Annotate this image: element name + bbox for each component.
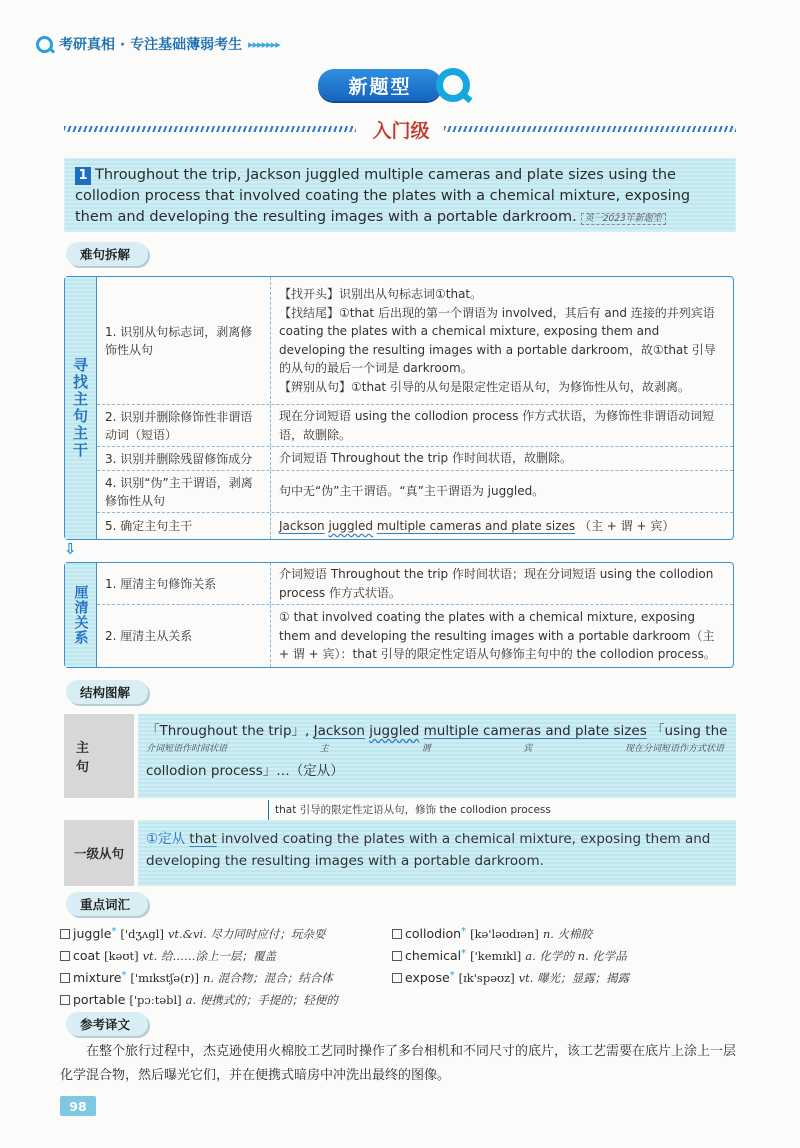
main-subject: Jackson	[313, 723, 365, 739]
adverbial-bracket: 「Throughout the trip」	[146, 723, 306, 739]
step-label: 2. 识别并删除修饰性非谓语动词（短语）	[97, 405, 271, 446]
main-verb: juggled	[369, 723, 420, 739]
step-content	[271, 513, 733, 539]
section-tag-translation: 参考译文	[66, 1012, 148, 1036]
participle-start: 「using the	[651, 723, 728, 739]
content-line: ① that involved coating the plates with a chemical mixture, exposing them and developing the resulting images with a portable darkroom（主 + 谓 + 宾）：that 引导的限定性定语从句修饰主句中的 the collodion process。	[279, 610, 716, 662]
step-content	[271, 447, 733, 470]
clause-link-note: that 引导的限定性定语从句，修饰 the collodion process	[268, 800, 551, 820]
vocab-item	[392, 944, 629, 966]
content-line: 【找开头】识别出从句标志词①that。	[279, 287, 483, 301]
vocab-def: n. 火棉胶	[542, 927, 593, 941]
step-label: 5. 确定主句主干	[97, 513, 271, 539]
vocab-word: juggle	[73, 926, 112, 941]
vocab-def: n. 混合物；混合；结合体	[203, 971, 333, 985]
vocab-ipa: ['dʒʌgl]	[120, 927, 164, 941]
vocab-ipa: ['mɪkstʃə(r)]	[130, 971, 200, 985]
vocab-list-left	[60, 922, 338, 1010]
content-line: 【找结尾】①that 后出现的第一个谓语为 involved，其后有 and 连接的并列宾语 coating the plates with a chemical mixture, exposing them and developing the resulting images with a portable darkroom，故①that 引导的从句的最后一个词是 darkroom。	[279, 305, 716, 375]
vocab-ipa: [ɪk'spəʊz]	[458, 971, 515, 985]
section-tag-structure: 结构图解	[66, 680, 148, 704]
sentence-number: 1	[75, 167, 91, 185]
table-row	[97, 277, 733, 405]
checkbox-icon	[60, 995, 70, 1005]
vocab-word: expose	[405, 970, 450, 985]
vocab-item	[60, 922, 338, 944]
arrow-down-icon: ⇩	[64, 540, 77, 558]
main-clause-line: 「Throughout the trip」, Jackson juggled multiple cameras and plate sizes 「using the	[146, 723, 728, 739]
star-icon: *	[111, 926, 117, 937]
level-heading	[64, 116, 736, 144]
table-row	[97, 563, 733, 605]
content-line: 现在分词短语 using the collodion process 作方式状语，为修饰性非谓语动词短语，故删除。	[279, 409, 715, 442]
section-tag-vocab: 重点词汇	[66, 892, 148, 916]
step-label: 2. 厘清主从关系	[97, 605, 271, 667]
annotation-subject: 主	[319, 744, 329, 754]
magnifier-icon	[436, 68, 470, 102]
verb-text: juggled	[328, 518, 373, 533]
vocab-def: vt. 曝光；显露；揭露	[518, 971, 630, 985]
brand-header	[36, 34, 280, 54]
find-main-side-label: 寻找主句主干	[65, 277, 97, 539]
annotation-participle: 现在分词短语作方式状语	[624, 744, 724, 754]
content-line: 句中无“伪”主干谓语。“真”主干谓语为 juggled。	[279, 484, 545, 499]
sort-relation-table	[64, 562, 734, 668]
hatch-divider-right	[444, 126, 736, 132]
step-content	[271, 563, 733, 604]
section-tag-analysis: 难句拆解	[66, 242, 148, 266]
vocab-item	[60, 966, 338, 988]
subject-text: Jackson	[279, 518, 325, 533]
star-icon: *	[461, 926, 467, 937]
annotation-verb: 谓	[421, 744, 431, 754]
vocab-def: vt. 给……涂上一层；覆盖	[142, 949, 276, 963]
vocab-def: a. 化学的 n. 化学品	[525, 949, 627, 963]
vocab-list-right	[392, 922, 629, 988]
vocab-word: portable	[73, 992, 126, 1007]
star-icon: *	[461, 948, 467, 959]
vocab-def: a. 便携式的；手提的；轻便的	[185, 993, 338, 1007]
table-row	[97, 605, 733, 667]
vocab-ipa: ['kemɪkl]	[470, 949, 522, 963]
table-row	[97, 513, 733, 539]
vocab-item	[60, 988, 338, 1010]
step-content	[271, 405, 733, 446]
pattern-note: （主 + 谓 + 宾）	[578, 518, 675, 533]
annotation-line	[146, 742, 728, 756]
step-label: 3. 识别并删除残留修饰成分	[97, 447, 271, 470]
structure-sub-clause	[64, 820, 736, 886]
step-content	[271, 471, 733, 512]
vocab-word: chemical	[405, 948, 462, 963]
step-content	[271, 605, 733, 667]
checkbox-icon	[392, 951, 402, 961]
main-clause-result	[279, 517, 725, 536]
checkbox-icon	[392, 929, 402, 939]
content-line: 介词短语 Throughout the trip 作时间状语；现在分词短语 using the collodion process 作方式状语。	[279, 567, 714, 600]
table-row	[97, 405, 733, 447]
banner-title: 新题型	[318, 69, 442, 101]
hatch-divider-left	[64, 126, 356, 132]
object-text: multiple cameras and plate sizes	[376, 518, 576, 533]
star-icon: *	[449, 970, 455, 981]
sort-relation-side-label: 厘清关系	[65, 563, 97, 667]
sub-clause-box	[138, 820, 736, 886]
main-clause-label: 主 句	[64, 714, 134, 798]
checkbox-icon	[60, 973, 70, 983]
vocab-word: coat	[73, 948, 101, 963]
new-type-banner	[318, 66, 468, 106]
search-logo-icon	[36, 36, 53, 53]
vocab-item	[60, 944, 338, 966]
vocab-ipa: ['pɔːtəbl]	[129, 993, 182, 1007]
table-row	[97, 471, 733, 513]
sentence-source: 英一2023年新题型	[581, 213, 666, 225]
step-label: 4. 识别“伪”主干谓语，剥离修饰性从句	[97, 471, 271, 512]
content-line: 介词短语 Throughout the trip 作时间状语，故删除。	[279, 451, 572, 466]
sub-clause-that: that	[189, 831, 217, 847]
example-sentence	[64, 158, 736, 232]
checkbox-icon	[60, 951, 70, 961]
vocab-ipa: [kə'ləʊdɪən]	[470, 927, 539, 941]
sub-clause-text: involved coating the plates with a chemical mixture, exposing them and developing the resulting images with a portable darkroom.	[146, 831, 711, 869]
sentence-text: Throughout the trip, Jackson juggled multiple cameras and plate sizes using the collodion process that involved coating the plates with a chemical mixture, exposing them and developing the resulting images with a portable darkroom.	[75, 167, 691, 225]
annotation-object: 宾	[523, 744, 533, 754]
step-label: 1. 厘清主句修饰关系	[97, 563, 271, 604]
content-line: 【辨别从句】①that 引导的从句是限定性定语从句，为修饰性从句，故剥离。	[279, 379, 690, 394]
main-object: multiple cameras and plate sizes	[423, 723, 647, 739]
level-title: 入门级	[372, 120, 430, 142]
vocab-def: vt.&vi. 尽力同时应付；玩杂耍	[167, 927, 326, 941]
vocab-item	[392, 966, 629, 988]
reference-translation: 在整个旅行过程中，杰克逊使用火棉胶工艺同时操作了多台相机和不同尺寸的底片，该工艺需要在底片上涂上一层化学混合物，然后曝光它们，并在便携式暗房中冲洗出最终的图像。	[60, 1044, 737, 1083]
sub-clause-label: 一级从句	[64, 820, 134, 886]
vocab-item	[392, 922, 629, 944]
step-label: 1. 识别从句标志词，剥离修饰性从句	[97, 277, 271, 404]
vocab-word: mixture	[73, 970, 122, 985]
page-number: 98	[60, 1096, 96, 1116]
structure-main-clause	[64, 714, 736, 798]
brand-text: 考研真相 · 专注基础薄弱考生	[59, 37, 243, 53]
participle-end-line: collodion process」…（定从）	[146, 763, 344, 779]
find-main-table	[64, 276, 734, 540]
vocab-ipa: [kəʊt]	[104, 949, 139, 963]
sub-clause-marker: ①定从	[146, 831, 186, 847]
vocab-word: collodion	[405, 926, 462, 941]
checkbox-icon	[60, 929, 70, 939]
main-clause-box	[138, 714, 736, 798]
arrows-decoration: ▸▸▸▸▸▸▸	[248, 37, 280, 51]
table-row	[97, 447, 733, 471]
step-content	[271, 277, 733, 404]
annotation-adverbial: 介词短语作时间状语	[146, 744, 228, 754]
checkbox-icon	[392, 973, 402, 983]
star-icon: *	[121, 970, 127, 981]
